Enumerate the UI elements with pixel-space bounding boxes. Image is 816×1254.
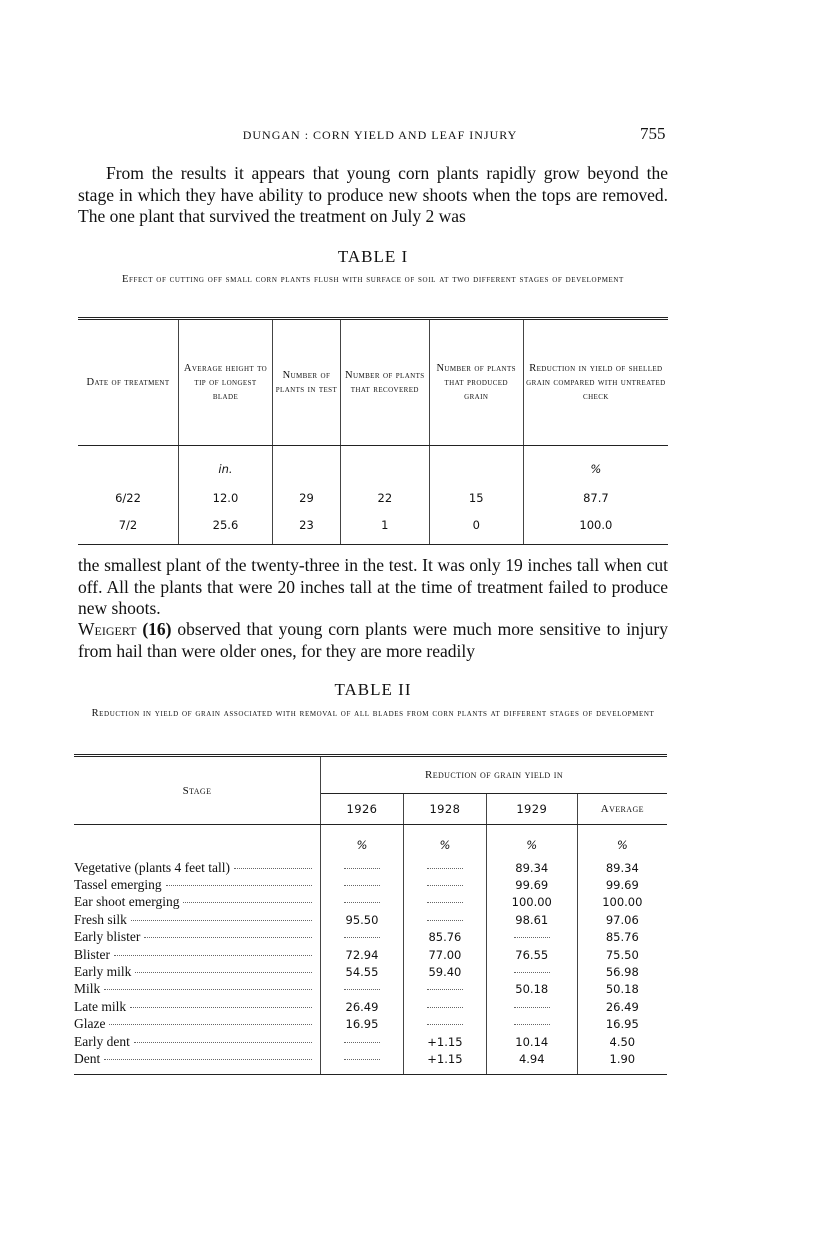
- table2-value-cell: [403, 911, 486, 928]
- table2-caption: Reduction in yield of grain associated with removal of all blades from corn plants at different stages of development: [91, 708, 655, 719]
- leader-dots: [104, 1058, 312, 1060]
- stage-label: Glaze: [74, 1016, 106, 1032]
- leader-dots: [114, 954, 312, 956]
- table2-unit: %: [403, 825, 486, 860]
- table2-stage-cell: [74, 929, 321, 946]
- table2-unit: %: [356, 838, 368, 852]
- table2-value-cell: 54.55: [345, 965, 379, 980]
- stage-label: Early blister: [74, 929, 141, 945]
- table1-unit: %: [523, 446, 668, 485]
- empty-leader: [344, 989, 380, 990]
- table2-value-cell: [321, 859, 404, 876]
- table2-value-cell: [403, 998, 486, 1015]
- table2-value-cell: 99.69: [486, 876, 577, 893]
- table2-unit-row: [74, 825, 667, 860]
- table1-unit: [340, 446, 429, 485]
- table-row: [78, 511, 668, 545]
- table2-value-cell: [403, 859, 486, 876]
- table2-value-cell: 97.06: [577, 911, 667, 928]
- paragraph-2: the smallest plant of the twenty-three in the test. It was only 19 inches tall when cut off. All the plants that were 20 inches tall at the time of treatment failed to produce new shoots.: [78, 555, 668, 618]
- table1-cell: 87.7: [523, 484, 668, 511]
- table2-value-cell: +1.15: [403, 1050, 486, 1074]
- paragraph-3-text: observed that young corn plants were much more sensitive to injury from hail than were older ones, for they are more readily: [78, 619, 668, 661]
- table-row: [74, 911, 667, 928]
- table2-stage-cell: [74, 859, 321, 876]
- table2-value-cell: 95.50: [345, 912, 379, 927]
- table2-value-cell: [403, 876, 486, 893]
- stage-leader: [74, 947, 312, 963]
- table1: [78, 317, 668, 545]
- table2-unit: %: [577, 825, 667, 860]
- stage-label: Ear shoot emerging: [74, 894, 180, 910]
- table2-value-cell: 1.90: [577, 1050, 667, 1074]
- table2-value-cell: 98.61: [486, 911, 577, 928]
- table-row: [74, 998, 667, 1015]
- table2-stage-cell: [74, 963, 321, 980]
- table-row: [74, 963, 667, 980]
- table2-value-cell: [403, 1016, 486, 1033]
- table2-value-cell: [403, 894, 486, 911]
- table1-header-row: [78, 319, 668, 446]
- stage-label: Vegetative (plants 4 feet tall): [74, 859, 230, 875]
- stage-leader: [74, 981, 312, 997]
- table2-value-cell: 4.50: [577, 1033, 667, 1050]
- table1-header-plants-in-test: Number of plants in test: [272, 319, 340, 446]
- leader-dots: [234, 867, 312, 869]
- leader-dots: [104, 988, 312, 990]
- table2-value-cell: 26.49: [345, 999, 379, 1014]
- table1-cell: 1: [340, 511, 429, 545]
- table1-unit: in.: [179, 446, 273, 485]
- empty-leader: [344, 885, 380, 886]
- table1-cell: 23: [272, 511, 340, 545]
- table1-unit: [429, 446, 523, 485]
- table2-value-cell: [321, 929, 404, 946]
- leader-dots: [130, 1006, 312, 1008]
- table2-value-cell: [486, 929, 577, 946]
- empty-leader: [514, 937, 550, 938]
- table1-cell: 6/22: [115, 490, 141, 505]
- table2-value-cell: 100.00: [486, 894, 577, 911]
- stage-leader: [74, 964, 312, 980]
- table-row: [74, 1016, 667, 1033]
- paragraph-1: From the results it appears that young corn plants rapidly grow beyond the stage in which they have ability to produce new shoots when the tops are removed. The one plant that survived the treatment on July 2 was: [78, 163, 668, 226]
- leader-dots: [144, 936, 312, 938]
- table-row: [74, 876, 667, 893]
- table2-unit: %: [486, 825, 577, 860]
- empty-leader: [427, 902, 463, 903]
- table-row: [74, 1050, 667, 1074]
- stage-leader: [74, 912, 312, 928]
- table2-value-cell: [486, 998, 577, 1015]
- stage-leader: [74, 1051, 312, 1067]
- table2-unit-blank: [74, 825, 321, 860]
- table2-title: TABLE II: [334, 680, 412, 699]
- table1-header-reduction: Reduction in yield of shelled grain compared with untreated check: [523, 319, 668, 446]
- table2-value-cell: 10.14: [486, 1033, 577, 1050]
- paragraph-3: [78, 619, 668, 662]
- empty-leader: [344, 937, 380, 938]
- table2-value-cell: 85.76: [403, 929, 486, 946]
- stage-label: Blister: [74, 946, 110, 962]
- table1-header-recovered: Number of plants that recovered: [340, 319, 429, 446]
- empty-leader: [427, 920, 463, 921]
- table2-value-cell: 85.76: [577, 929, 667, 946]
- empty-leader: [344, 868, 380, 869]
- stage-leader: [74, 999, 312, 1015]
- table2-header-year: 1926: [321, 794, 404, 825]
- table2-value-cell: [321, 876, 404, 893]
- page-number: 755: [640, 124, 666, 143]
- table2-stage-cell: [74, 1016, 321, 1033]
- table2: [74, 754, 667, 1075]
- table2-header-row: [74, 756, 667, 794]
- empty-leader: [514, 972, 550, 973]
- table2-value-cell: 16.95: [577, 1016, 667, 1033]
- table1-header-date: Date of treatment: [78, 319, 179, 446]
- table2-stage-cell: [74, 1050, 321, 1074]
- leader-dots: [166, 884, 312, 886]
- leader-dots: [109, 1023, 312, 1025]
- table2-value-cell: +1.15: [403, 1033, 486, 1050]
- table-row: [74, 1033, 667, 1050]
- table2-value-cell: [486, 1016, 577, 1033]
- stage-label: Fresh silk: [74, 911, 127, 927]
- empty-leader: [427, 885, 463, 886]
- table1-cell: 22: [340, 484, 429, 511]
- table1-title: TABLE I: [337, 247, 409, 266]
- table2-value-cell: [403, 981, 486, 998]
- table2-value-cell: 89.34: [577, 859, 667, 876]
- table2-header-reduction: Reduction of grain yield in: [321, 756, 668, 794]
- table2-value-cell: [321, 1033, 404, 1050]
- table-row: [74, 981, 667, 998]
- running-head: [0, 126, 816, 146]
- table-row: [74, 946, 667, 963]
- empty-leader: [344, 1059, 380, 1060]
- table2-value-cell: 50.18: [577, 981, 667, 998]
- table2-stage-cell: [74, 894, 321, 911]
- table-row: [74, 894, 667, 911]
- table1-cell: 25.6: [179, 511, 273, 545]
- table2-value-cell: 72.94: [345, 947, 379, 962]
- leader-dots: [183, 901, 312, 903]
- table-row: [74, 859, 667, 876]
- leader-dots: [131, 919, 312, 921]
- leader-dots: [135, 971, 312, 973]
- table-row: [74, 929, 667, 946]
- table2-stage-cell: [74, 981, 321, 998]
- table1-header-produced-grain: Number of plants that produced grain: [429, 319, 523, 446]
- empty-leader: [427, 1007, 463, 1008]
- stage-leader: [74, 877, 312, 893]
- table2-value-cell: 26.49: [577, 998, 667, 1015]
- table2-value-cell: [321, 981, 404, 998]
- author-name: Weigert: [78, 619, 137, 639]
- table1-unit: [78, 446, 179, 485]
- reference-number: (16): [142, 619, 172, 639]
- table2-value-cell: 50.18: [486, 981, 577, 998]
- table1-cell: 100.0: [523, 511, 668, 545]
- stage-leader: [74, 860, 312, 876]
- table2-value-cell: 99.69: [577, 876, 667, 893]
- table1-header-height: Average height to tip of longest blade: [179, 319, 273, 446]
- running-title: DUNGAN : CORN YIELD AND LEAF INJURY: [242, 128, 518, 142]
- table1-cell: 15: [429, 484, 523, 511]
- table2-value-cell: 59.40: [403, 963, 486, 980]
- table2-stage-cell: [74, 998, 321, 1015]
- leader-dots: [134, 1041, 312, 1043]
- table1-cell: 29: [272, 484, 340, 511]
- stage-leader: [74, 1034, 312, 1050]
- table1-cell: 12.0: [179, 484, 273, 511]
- table2-value-cell: [321, 894, 404, 911]
- table1-unit-row: [78, 446, 668, 485]
- empty-leader: [344, 1042, 380, 1043]
- stage-label: Milk: [74, 981, 101, 997]
- table2-value-cell: 4.94: [486, 1050, 577, 1074]
- table2-value-cell: 89.34: [486, 859, 577, 876]
- table2-value-cell: [321, 1050, 404, 1074]
- table2-stage-cell: [74, 911, 321, 928]
- stage-leader: [74, 929, 312, 945]
- table2-header-average: Average: [577, 794, 667, 825]
- stage-label: Early dent: [74, 1033, 130, 1049]
- table2-value-cell: 56.98: [577, 963, 667, 980]
- table2-value-cell: [486, 963, 577, 980]
- table1-cell: 0: [429, 511, 523, 545]
- empty-leader: [427, 1024, 463, 1025]
- empty-leader: [344, 902, 380, 903]
- table2-header-year: 1928: [403, 794, 486, 825]
- stage-leader: [74, 894, 312, 910]
- stage-label: Late milk: [74, 998, 127, 1014]
- stage-label: Tassel emerging: [74, 877, 162, 893]
- table2-value-cell: 77.00: [403, 946, 486, 963]
- table2-stage-cell: [74, 876, 321, 893]
- table2-value-cell: 75.50: [577, 946, 667, 963]
- table2-value-cell: 16.95: [345, 1017, 379, 1032]
- table2-stage-cell: [74, 946, 321, 963]
- table2-stage-cell: [74, 1033, 321, 1050]
- table2-value-cell: 100.00: [577, 894, 667, 911]
- empty-leader: [427, 868, 463, 869]
- table1-caption: Effect of cutting off small corn plants flush with surface of soil at two different stages of development: [122, 274, 624, 285]
- stage-label: Dent: [74, 1050, 101, 1066]
- stage-leader: [74, 1016, 312, 1032]
- empty-leader: [427, 989, 463, 990]
- table2-value-cell: 76.55: [486, 946, 577, 963]
- table2-header-stage: Stage: [74, 756, 321, 825]
- stage-label: Early milk: [74, 964, 132, 980]
- empty-leader: [514, 1007, 550, 1008]
- empty-leader: [514, 1024, 550, 1025]
- table2-header-year: 1929: [486, 794, 577, 825]
- table1-unit: [272, 446, 340, 485]
- table1-cell: 7/2: [78, 511, 179, 545]
- table-row: [78, 484, 668, 511]
